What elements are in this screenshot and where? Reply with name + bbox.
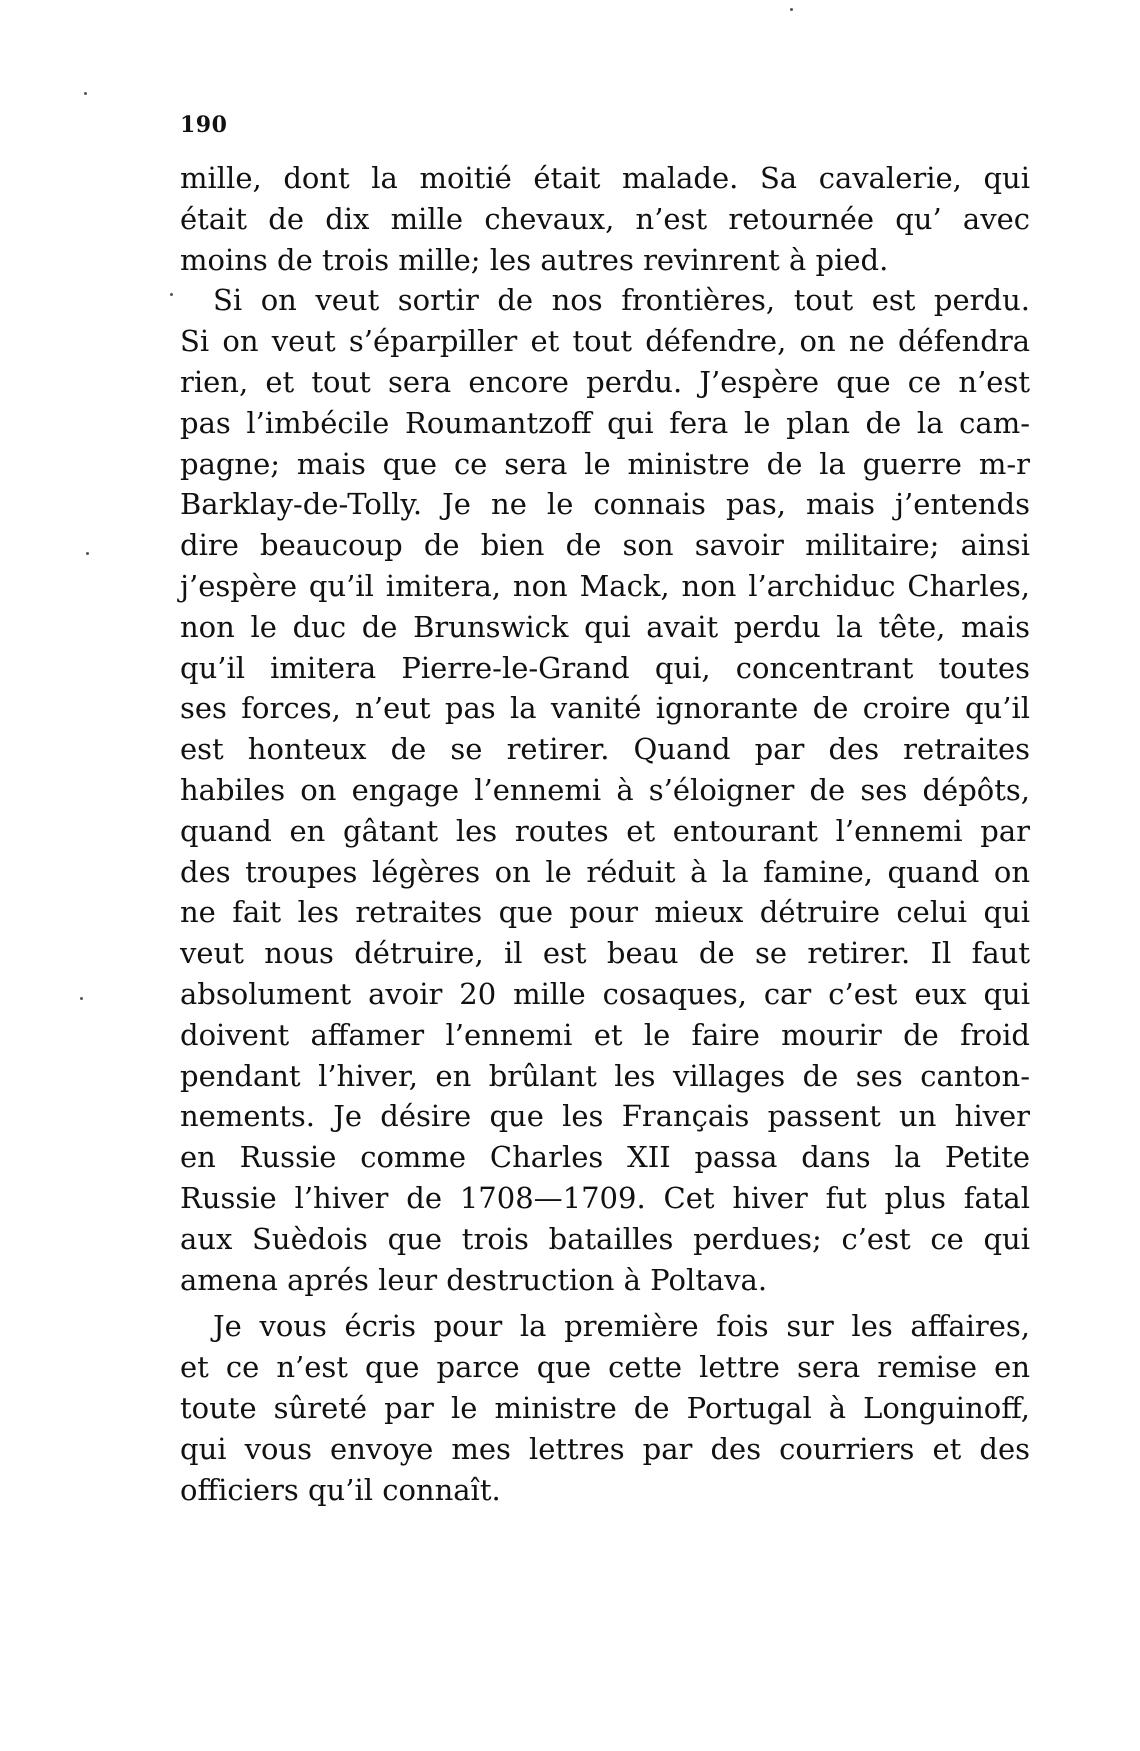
body-text [180,158,1030,1510]
text-line: était de dix mille chevaux, n’est retournée qu’ avec [180,201,1030,236]
text-line: mille, dont la moitié était malade. Sa cavalerie, qui [180,161,1030,195]
page-number: 190 [180,112,228,138]
text-line: toute sûreté par le ministre de Portugal à Longuinoff, [180,1390,1030,1425]
text-line: Si on veut s’éparpiller et tout défendre, on ne défendra [180,324,1030,359]
text-line: Je vous écris pour la première fois sur les affaires, [213,1309,1030,1344]
text-line: Russie l’hiver de 1708—1709. Cet hiver fut plus fatal [180,1180,1030,1215]
text-line: j’espère qu’il imitera, non Mack, non l’archiduc Charles, [180,568,1030,603]
text-line: Barklay-de-Tolly. Je ne le connais pas, mais j’entends [180,487,1030,522]
text-line: amena aprés leur destruction à Poltava. [180,1262,768,1297]
text-line: non le duc de Brunswick qui avait perdu la tête, mais [180,609,1030,644]
text-line: est honteux de se retirer. Quand par des retraites [180,732,1030,767]
text-line: dire beaucoup de bien de son savoir militaire; ainsi [180,528,1030,563]
text-line: et ce n’est que parce que cette lettre sera remise en [180,1350,1030,1385]
text-line: pagne; mais que ce sera le ministre de la guerre m-r [180,446,1030,481]
text-line: qu’il imitera Pierre-le-Grand qui, concentrant toutes [180,650,1030,685]
scan-speck [790,8,793,11]
text-line: pas l’imbécile Roumantzoff qui fera le plan de la cam- [180,405,1030,440]
text-line: absolument avoir 20 mille cosaques, car c’est eux qui [180,976,1030,1011]
text-line: en Russie comme Charles XII passa dans la Petite [180,1140,1030,1175]
text-line: des troupes légères on le réduit à la famine, quand on [180,854,1030,889]
scan-speck [80,997,83,1000]
text-line: officiers qu’il connaît. [180,1472,501,1507]
text-line: nements. Je désire que les Français passent un hiver [180,1099,1030,1134]
text-line: Si on veut sortir de nos frontières, tout est perdu. [213,283,1030,318]
text-line: habiles on engage l’ennemi à s’éloigner de ses dépôts, [180,772,1030,807]
text-line: moins de trois mille; les autres revinrent à pied. [180,242,889,277]
text-line: aux Suèdois que trois batailles perdues; c’est ce qui [180,1221,1030,1256]
text-line: pendant l’hiver, en brûlant les villages de ses canton- [180,1058,1030,1093]
text-line: ne fait les retraites que pour mieux détruire celui qui [180,895,1030,930]
text-line: veut nous détruire, il est beau de se retirer. Il faut [180,936,1030,971]
text-line: qui vous envoye mes lettres par des courriers et des [180,1431,1030,1466]
scan-speck [170,293,173,296]
text-line: ses forces, n’eut pas la vanité ignorante de croire qu’il [180,691,1030,726]
text-line: rien, et tout sera encore perdu. J’espère que ce n’est [180,364,1030,399]
text-line: doivent affamer l’ennemi et le faire mourir de froid [180,1017,1030,1052]
text-line: quand en gâtant les routes et entourant l’ennemi par [180,813,1030,848]
scan-speck [86,552,89,555]
scan-speck [84,92,87,95]
